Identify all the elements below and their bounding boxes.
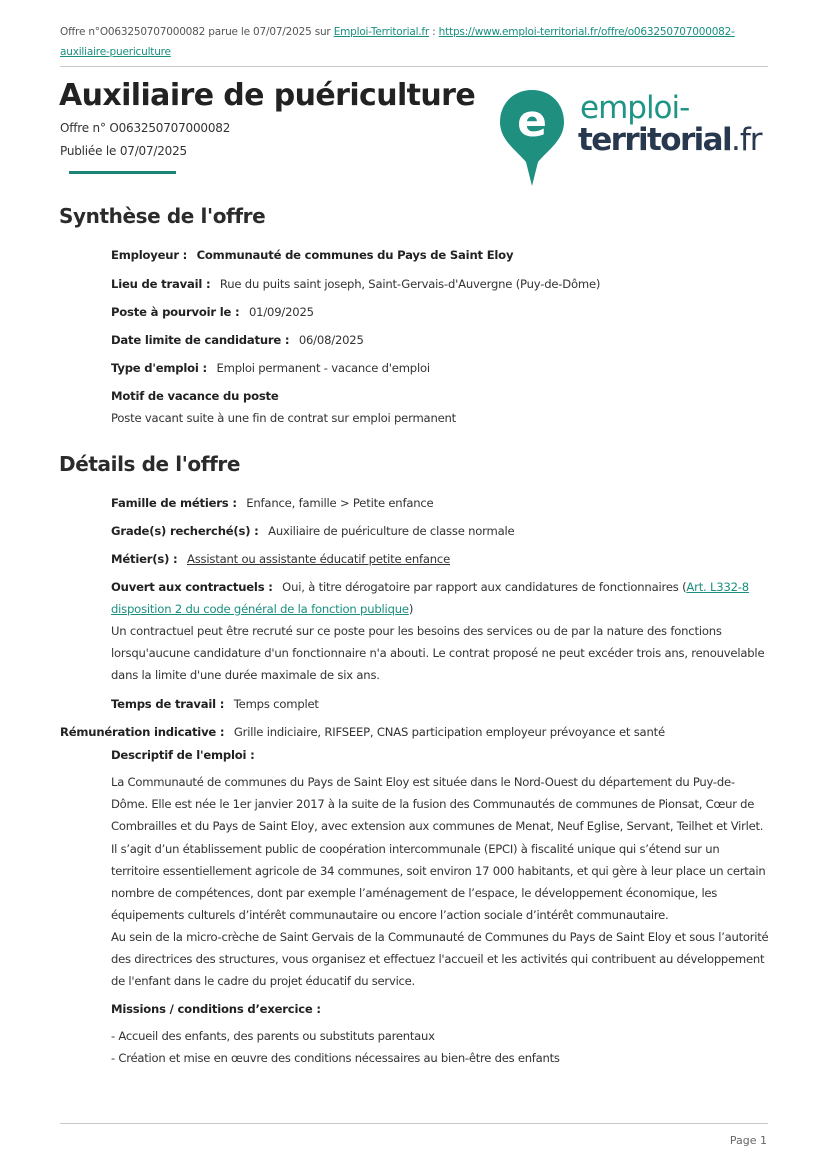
field-motif-vacance <box>111 385 771 429</box>
field-temps-travail <box>111 693 771 715</box>
field-label: Grade(s) recherché(s) : <box>111 524 259 538</box>
title-accent-bar <box>69 171 176 174</box>
field-label: Rémunération indicative : <box>60 725 225 739</box>
field-value: Temps complet <box>233 697 319 711</box>
field-value: Enfance, famille > Petite enfance <box>246 496 434 510</box>
field-value: Grille indiciaire, RIFSEEP, CNAS participation employeur prévoyance et santé <box>233 725 665 739</box>
field-remuneration <box>60 721 720 743</box>
page-title: Auxiliaire de puériculture <box>59 78 476 113</box>
descriptif-paragraph-2: Au sein de la micro-crèche de Saint Gervais de la Communauté de Communes du Pays de Saint Eloy et sous l’autorité des directrices des structures, vous organisez et effectuez l'accueil et les activités qui contribuent au développement de l'enfant dans le cadre du projet éducatif du service. <box>111 930 769 989</box>
field-ouvert-contractuels <box>111 576 771 686</box>
offer-meta-text: Offre n°O063250707000082 parue le 07/07/2025 sur <box>60 26 334 38</box>
section-title-details: Détails de l'offre <box>59 452 240 476</box>
section-title-synthese: Synthèse de l'offre <box>59 204 266 228</box>
field-employeur <box>111 244 771 266</box>
field-label: Descriptif de l'emploi : <box>111 748 255 762</box>
site-link[interactable]: Emploi-Territorial.fr <box>333 26 430 38</box>
logo-text-territorial <box>578 122 762 158</box>
metier-link[interactable]: Assistant ou assistante éducatif petite enfance <box>186 552 451 566</box>
field-type-emploi <box>111 357 771 379</box>
offer-source-line <box>60 22 768 62</box>
meta-separator: : <box>429 26 439 38</box>
descriptif-paragraph-1: La Communauté de communes du Pays de Saint Eloy est située dans le Nord-Ouest du département du Puy-de-Dôme. Elle est née le 1er janvier 2017 à la suite de la fusion des Communautés de communes de Pionsat, Cœur de Combrailles et du Pays de Saint Eloy, avec extension aux communes de Menat, Neuf Eglise, Servant, Teilhet et Virlet. Il s’agit d’un établissement public de coopération intercommunale (EPCI) à fiscalité unique qui s’étend sur un territoire essentiellement agricole de 34 communes, soit environ 17 000 habitants, et qui gère à leur place un certain nombre de compétences, dont par exemple l’aménagement de l’espace, le développement économique, les équipements culturels d’intérêt communautaire ou encore l’action sociale d’intérêt communautaire. <box>111 775 766 923</box>
field-value: Communauté de communes du Pays de Saint Eloy <box>196 248 514 262</box>
field-poste-a-pourvoir <box>111 301 771 323</box>
field-value: Rue du puits saint joseph, Saint-Gervais-d'Auvergne (Puy-de-Dôme) <box>219 277 601 291</box>
field-grade <box>111 520 771 542</box>
field-descriptif-label <box>111 744 771 766</box>
field-metier <box>111 548 771 570</box>
field-value-suffix: ) <box>408 602 414 616</box>
field-value: Poste vacant suite à une fin de contrat sur emploi permanent <box>111 411 457 425</box>
field-value: 01/09/2025 <box>248 305 314 319</box>
field-value: Oui, à titre dérogatoire par rapport aux candidatures de fonctionnaires ( <box>282 580 687 594</box>
field-label: Poste à pourvoir le : <box>111 305 240 319</box>
offer-url-link[interactable]: https://www.emploi-territorial.fr/offre/o063250707000082-auxiliaire-puericulture <box>60 26 735 58</box>
logo-pin-letter: e <box>517 96 547 147</box>
field-date-limite <box>111 329 771 351</box>
field-label: Motif de vacance du poste <box>111 389 279 403</box>
field-label: Missions / conditions d’exercice : <box>111 1002 321 1016</box>
published-date: Publiée le 07/07/2025 <box>60 144 187 158</box>
field-value: Emploi permanent - vacance d'emploi <box>216 361 430 375</box>
emploi-territorial-logo <box>498 88 768 188</box>
field-label: Date limite de candidature : <box>111 333 290 347</box>
field-label: Temps de travail : <box>111 697 225 711</box>
logo-text-territorial-bold: territorial <box>578 122 732 158</box>
article-link[interactable]: Art. L332-8 disposition 2 du code général de la fonction publique <box>111 580 749 616</box>
header-divider <box>60 66 768 67</box>
field-missions-label <box>111 998 771 1020</box>
field-label: Famille de métiers : <box>111 496 237 510</box>
field-label: Ouvert aux contractuels : <box>111 580 273 594</box>
footer-divider <box>60 1123 768 1124</box>
logo-text-tld: .fr <box>731 122 762 158</box>
field-label: Métier(s) : <box>111 552 178 566</box>
page-number: Page 1 <box>729 1134 767 1147</box>
contractuels-note: Un contractuel peut être recruté sur ce poste pour les besoins des services ou de par la nature des fonctions lorsqu'aucune candidature d'un fonctionnaire n'a abouti. Le contrat proposé ne peut excéder trois ans, renouvelable dans la limite d'une durée maximale de six ans. <box>111 624 765 682</box>
field-label: Type d'emploi : <box>111 361 207 375</box>
field-label: Lieu de travail : <box>111 277 211 291</box>
field-famille-metiers <box>111 492 771 514</box>
field-value: 06/08/2025 <box>298 333 364 347</box>
mission-item: - Création et mise en œuvre des conditions nécessaires au bien-être des enfants <box>111 1051 560 1066</box>
map-pin-icon <box>498 88 566 188</box>
field-label: Employeur : <box>111 248 188 262</box>
missions-list <box>111 1025 771 1069</box>
mission-item: - Accueil des enfants, des parents ou substituts parentaux <box>111 1029 435 1043</box>
field-lieu-de-travail <box>111 273 771 295</box>
field-value: Auxiliaire de puériculture de classe normale <box>268 524 515 538</box>
logo-text-emploi: emploi- <box>580 90 690 126</box>
offer-number: Offre n° O063250707000082 <box>60 121 231 135</box>
